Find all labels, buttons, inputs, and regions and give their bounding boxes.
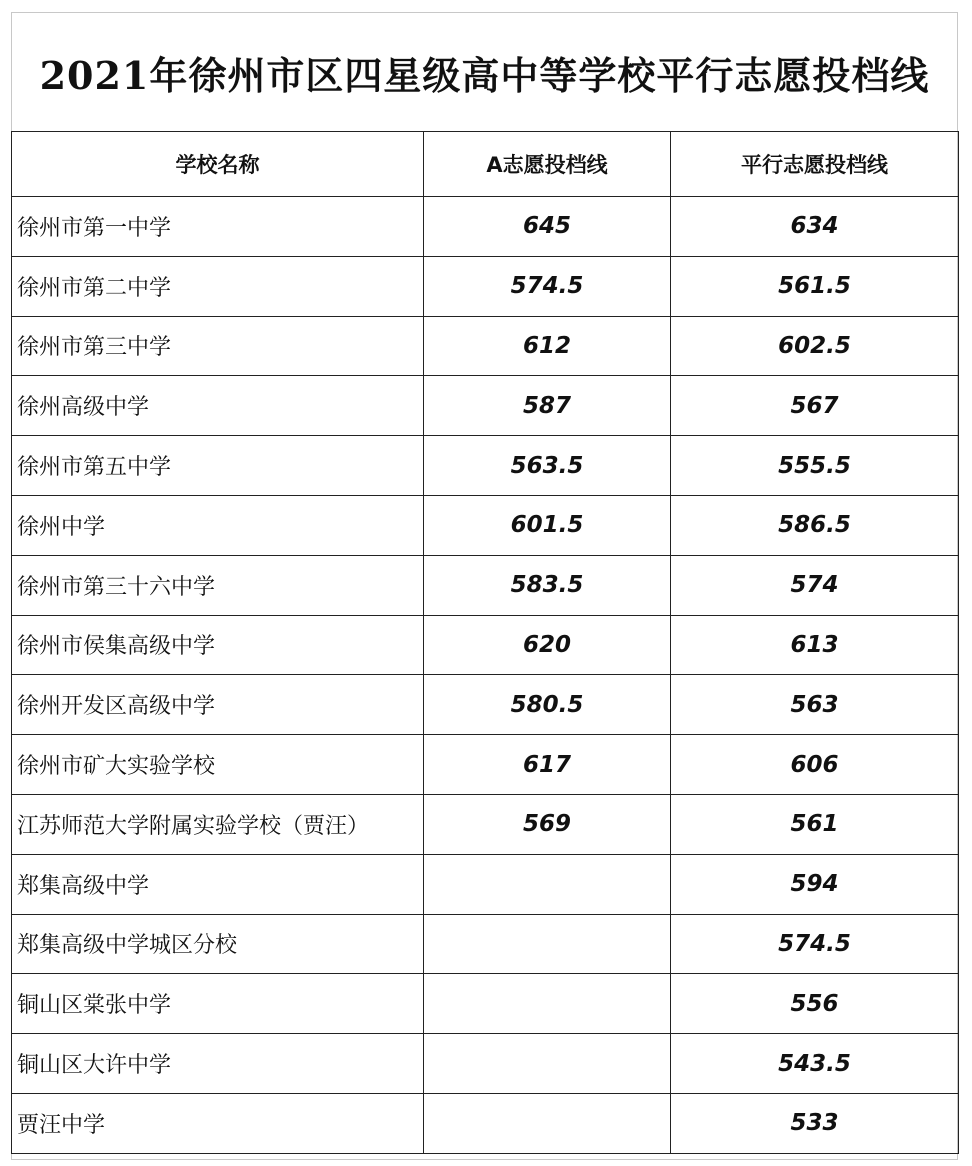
parallel-score-cell: 606	[671, 735, 959, 795]
a-score-cell	[424, 1034, 671, 1094]
table-body	[12, 197, 959, 1154]
table-row	[12, 854, 959, 914]
table-row	[12, 256, 959, 316]
table-row	[12, 615, 959, 675]
school-name-cell: 郑集高级中学	[12, 854, 424, 914]
school-name-cell: 徐州市侯集高级中学	[12, 615, 424, 675]
a-score-cell: 574.5	[424, 256, 671, 316]
header-school-name: 学校名称	[12, 132, 424, 197]
school-name-cell: 贾汪中学	[12, 1093, 424, 1153]
parallel-score-cell: 556	[671, 974, 959, 1034]
a-score-cell	[424, 1093, 671, 1153]
parallel-score-cell: 602.5	[671, 316, 959, 376]
table-row	[12, 735, 959, 795]
a-score-cell: 645	[424, 197, 671, 257]
school-name-cell: 徐州市第三中学	[12, 316, 424, 376]
school-name-cell: 铜山区棠张中学	[12, 974, 424, 1034]
table-row	[12, 376, 959, 436]
parallel-score-cell: 574	[671, 555, 959, 615]
table-row	[12, 914, 959, 974]
parallel-score-cell: 561.5	[671, 256, 959, 316]
table-row	[12, 436, 959, 496]
parallel-score-cell: 567	[671, 376, 959, 436]
school-name-cell: 徐州市第三十六中学	[12, 555, 424, 615]
parallel-score-cell: 613	[671, 615, 959, 675]
a-score-cell	[424, 974, 671, 1034]
school-name-cell: 徐州高级中学	[12, 376, 424, 436]
parallel-score-cell: 574.5	[671, 914, 959, 974]
a-score-cell	[424, 914, 671, 974]
table-row	[12, 555, 959, 615]
a-score-cell: 580.5	[424, 675, 671, 735]
school-name-cell: 江苏师范大学附属实验学校（贾汪）	[12, 794, 424, 854]
school-name-cell: 徐州中学	[12, 495, 424, 555]
table-row	[12, 794, 959, 854]
table-row	[12, 495, 959, 555]
header-parallel-score: 平行志愿投档线	[671, 132, 959, 197]
table-row	[12, 197, 959, 257]
school-name-cell: 郑集高级中学城区分校	[12, 914, 424, 974]
document-frame	[11, 12, 958, 1160]
school-name-cell: 徐州市矿大实验学校	[12, 735, 424, 795]
parallel-score-cell: 533	[671, 1093, 959, 1153]
a-score-cell	[424, 854, 671, 914]
parallel-score-cell: 543.5	[671, 1034, 959, 1094]
table-row	[12, 1093, 959, 1153]
page-title: 2021年徐州市区四星级高中等学校平行志愿投档线	[39, 52, 930, 98]
school-name-cell: 徐州市第五中学	[12, 436, 424, 496]
a-score-cell: 612	[424, 316, 671, 376]
parallel-score-cell: 561	[671, 794, 959, 854]
parallel-score-cell: 563	[671, 675, 959, 735]
table-row	[12, 675, 959, 735]
school-name-cell: 铜山区大许中学	[12, 1034, 424, 1094]
a-score-cell: 569	[424, 794, 671, 854]
a-score-cell: 587	[424, 376, 671, 436]
a-score-cell: 617	[424, 735, 671, 795]
a-score-cell: 620	[424, 615, 671, 675]
parallel-score-cell: 555.5	[671, 436, 959, 496]
a-score-cell: 601.5	[424, 495, 671, 555]
table-row	[12, 1034, 959, 1094]
parallel-score-cell: 594	[671, 854, 959, 914]
parallel-score-cell: 634	[671, 197, 959, 257]
school-name-cell: 徐州市第一中学	[12, 197, 424, 257]
school-name-cell: 徐州开发区高级中学	[12, 675, 424, 735]
header-row	[12, 132, 959, 197]
header-a-score: A志愿投档线	[424, 132, 671, 197]
a-score-cell: 583.5	[424, 555, 671, 615]
table-row	[12, 974, 959, 1034]
score-table	[11, 131, 959, 1154]
school-name-cell: 徐州市第二中学	[12, 256, 424, 316]
table-row	[12, 316, 959, 376]
a-score-cell: 563.5	[424, 436, 671, 496]
parallel-score-cell: 586.5	[671, 495, 959, 555]
